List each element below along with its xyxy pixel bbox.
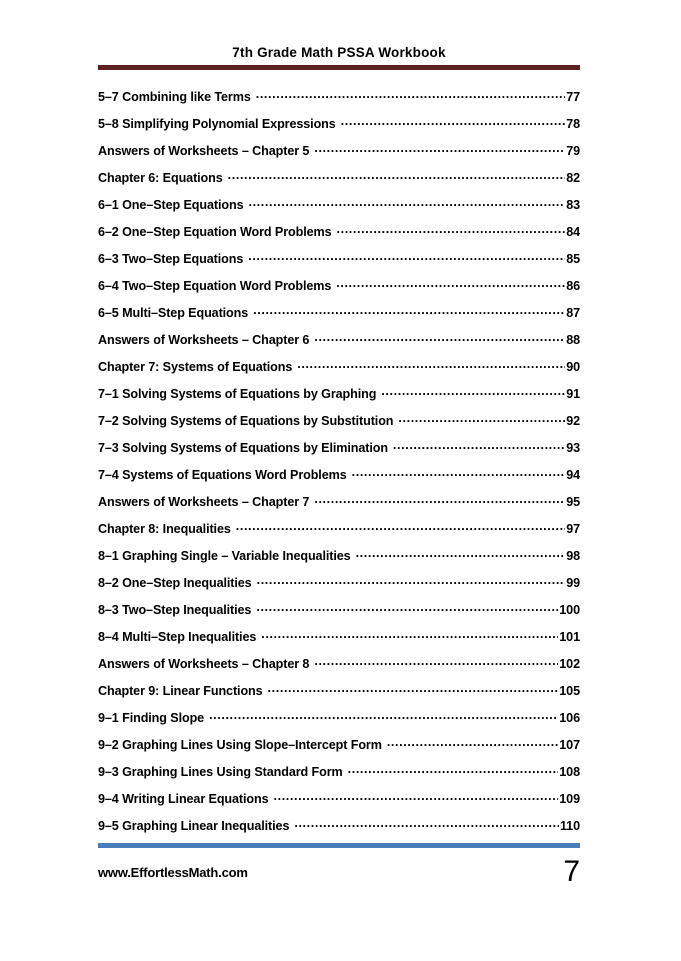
toc-entry-title: 7–1 Solving Systems of Equations by Graphing xyxy=(98,387,377,401)
toc-entry[interactable] xyxy=(98,385,580,412)
website-url[interactable]: www.EffortlessMath.com xyxy=(98,864,248,880)
toc-entry-title: 5–7 Combining like Terms xyxy=(98,90,251,104)
toc-entry[interactable] xyxy=(98,223,580,250)
toc-leader-dots xyxy=(261,628,558,641)
toc-entry-title: Chapter 6: Equations xyxy=(98,171,223,185)
toc-entry[interactable] xyxy=(98,790,580,817)
toc-leader-dots xyxy=(236,520,565,533)
toc-entry[interactable] xyxy=(98,115,580,142)
toc-entry[interactable] xyxy=(98,88,580,115)
toc-entry-title: 7–3 Solving Systems of Equations by Elimination xyxy=(98,441,388,455)
toc-entry[interactable] xyxy=(98,682,580,709)
toc-entry-page: 77 xyxy=(566,90,580,104)
toc-leader-dots xyxy=(268,682,559,695)
toc-entry[interactable] xyxy=(98,520,580,547)
toc-entry-title: 7–2 Solving Systems of Equations by Substitution xyxy=(98,414,394,428)
toc-entry-title: 9–1 Finding Slope xyxy=(98,711,205,725)
toc-leader-dots xyxy=(256,88,565,101)
page-header xyxy=(98,44,580,70)
toc-leader-dots xyxy=(348,763,559,776)
toc-entry-page: 97 xyxy=(566,522,580,536)
toc-entry-page: 109 xyxy=(559,792,580,806)
toc-entry[interactable] xyxy=(98,466,580,493)
toc-entry-page: 83 xyxy=(566,198,580,212)
toc-entry-title: 6–2 One–Step Equation Word Problems xyxy=(98,225,332,239)
toc-entry-page: 84 xyxy=(566,225,580,239)
toc-entry-page: 105 xyxy=(559,684,580,698)
toc-entry-page: 85 xyxy=(566,252,580,266)
toc-leader-dots xyxy=(356,547,566,560)
toc-entry-page: 92 xyxy=(566,414,580,428)
toc-leader-dots xyxy=(314,655,558,668)
book-title: 7th Grade Math PSSA Workbook xyxy=(232,45,446,60)
toc-entry-page: 107 xyxy=(559,738,580,752)
header-divider xyxy=(98,65,580,70)
toc-leader-dots xyxy=(257,574,566,587)
toc-leader-dots xyxy=(253,304,565,317)
toc-entry[interactable] xyxy=(98,736,580,763)
toc-entry[interactable] xyxy=(98,574,580,601)
toc-leader-dots xyxy=(314,493,565,506)
toc-entry-page: 99 xyxy=(566,576,580,590)
toc-entry-page: 78 xyxy=(566,117,580,131)
footer-divider xyxy=(98,843,580,848)
toc-leader-dots xyxy=(393,439,565,452)
toc-entry[interactable] xyxy=(98,304,580,331)
toc-entry-page: 108 xyxy=(559,765,580,779)
toc-entry-page: 87 xyxy=(566,306,580,320)
toc-entry-title: 5–8 Simplifying Polynomial Expressions xyxy=(98,117,336,131)
toc-entry-title: 8–1 Graphing Single – Variable Inequalities xyxy=(98,549,351,563)
toc-entry-title: 6–5 Multi–Step Equations xyxy=(98,306,249,320)
toc-entry[interactable] xyxy=(98,169,580,196)
toc-leader-dots xyxy=(209,709,558,722)
toc-entry-title: 9–3 Graphing Lines Using Standard Form xyxy=(98,765,343,779)
toc-leader-dots xyxy=(314,331,565,344)
page-number: 7 xyxy=(563,855,580,888)
toc-leader-dots xyxy=(294,817,559,830)
toc-entry-page: 94 xyxy=(566,468,580,482)
toc-leader-dots xyxy=(274,790,559,803)
toc-entry-page: 91 xyxy=(566,387,580,401)
toc-entry-title: Answers of Worksheets – Chapter 8 xyxy=(98,657,310,671)
toc-entry[interactable] xyxy=(98,412,580,439)
toc-leader-dots xyxy=(248,196,565,209)
toc-entry[interactable] xyxy=(98,493,580,520)
toc-leader-dots xyxy=(228,169,566,182)
toc-entry[interactable] xyxy=(98,439,580,466)
toc-entry-page: 95 xyxy=(566,495,580,509)
toc-entry-title: 8–3 Two–Step Inequalities xyxy=(98,603,252,617)
toc-entry-title: 6–1 One–Step Equations xyxy=(98,198,244,212)
toc-entry[interactable] xyxy=(98,763,580,790)
toc-entry[interactable] xyxy=(98,277,580,304)
toc-entry[interactable] xyxy=(98,142,580,169)
toc-entry-title: 9–5 Graphing Linear Inequalities xyxy=(98,819,290,833)
toc-entry-page: 86 xyxy=(566,279,580,293)
toc-entry-title: Chapter 9: Linear Functions xyxy=(98,684,263,698)
toc-leader-dots xyxy=(314,142,565,155)
toc-leader-dots xyxy=(341,115,566,128)
toc-entry[interactable] xyxy=(98,655,580,682)
toc-entry-title: 7–4 Systems of Equations Word Problems xyxy=(98,468,347,482)
toc-entry-title: Chapter 8: Inequalities xyxy=(98,522,231,536)
toc-entry[interactable] xyxy=(98,817,580,844)
toc-leader-dots xyxy=(336,277,565,290)
toc-leader-dots xyxy=(256,601,558,614)
toc-leader-dots xyxy=(398,412,565,425)
toc-entry-page: 90 xyxy=(566,360,580,374)
toc-leader-dots xyxy=(337,223,566,236)
toc-entry-title: Answers of Worksheets – Chapter 5 xyxy=(98,144,310,158)
toc-entry-title: 8–4 Multi–Step Inequalities xyxy=(98,630,257,644)
toc-entry-title: Answers of Worksheets – Chapter 7 xyxy=(98,495,310,509)
toc-entry-page: 98 xyxy=(566,549,580,563)
toc-entry[interactable] xyxy=(98,196,580,223)
toc-entry[interactable] xyxy=(98,250,580,277)
toc-entry-title: Chapter 7: Systems of Equations xyxy=(98,360,293,374)
toc-entry-title: Answers of Worksheets – Chapter 6 xyxy=(98,333,310,347)
toc-entry-title: 6–3 Two–Step Equations xyxy=(98,252,244,266)
toc-entry-title: 9–4 Writing Linear Equations xyxy=(98,792,269,806)
toc-entry-page: 79 xyxy=(566,144,580,158)
toc-entry-title: 6–4 Two–Step Equation Word Problems xyxy=(98,279,332,293)
toc-entry-page: 82 xyxy=(566,171,580,185)
toc-entry-page: 102 xyxy=(559,657,580,671)
toc-entry-page: 88 xyxy=(566,333,580,347)
toc-entry-title: 9–2 Graphing Lines Using Slope–Intercept Form xyxy=(98,738,382,752)
toc-leader-dots xyxy=(387,736,558,749)
toc-entry[interactable] xyxy=(98,709,580,736)
toc-leader-dots xyxy=(297,358,565,371)
toc-entry[interactable] xyxy=(98,358,580,385)
toc-entry-page: 110 xyxy=(559,819,580,833)
toc-entry[interactable] xyxy=(98,628,580,655)
toc-entry-page: 101 xyxy=(559,630,580,644)
table-of-contents xyxy=(98,88,580,844)
toc-entry[interactable] xyxy=(98,601,580,628)
toc-entry-page: 100 xyxy=(559,603,580,617)
toc-entry-title: 8–2 One–Step Inequalities xyxy=(98,576,252,590)
toc-entry-page: 93 xyxy=(566,441,580,455)
toc-leader-dots xyxy=(248,250,565,263)
toc-leader-dots xyxy=(381,385,565,398)
toc-leader-dots xyxy=(352,466,566,479)
page-footer xyxy=(98,843,580,889)
toc-entry-page: 106 xyxy=(559,711,580,725)
toc-entry[interactable] xyxy=(98,547,580,574)
toc-entry[interactable] xyxy=(98,331,580,358)
